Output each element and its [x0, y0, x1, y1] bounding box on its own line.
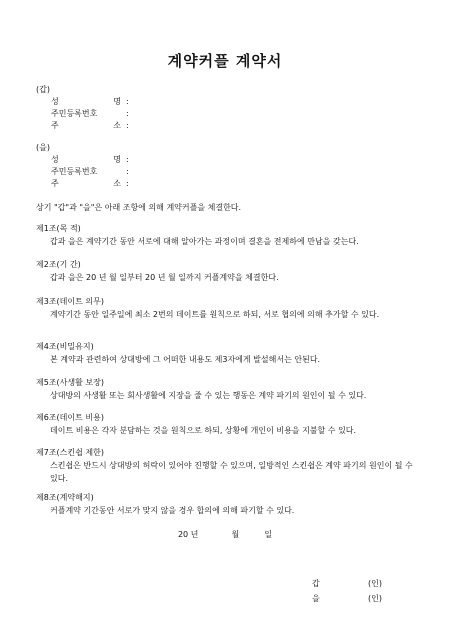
- article-6: [36, 411, 416, 437]
- party-b-label: (을): [36, 143, 50, 152]
- article-7: [36, 446, 416, 485]
- field-value: :: [126, 179, 129, 188]
- field-label: 주 소: [51, 121, 121, 130]
- article-title: 제8조(계약해지): [36, 493, 94, 502]
- party-a-name-field: [36, 96, 186, 108]
- article-body: 갑과 을은 계약기간 동안 서로에 대해 알아가는 과정이며 결혼을 전제하에 만남을 갖는다.: [50, 237, 359, 246]
- article-title: 제4조(비밀유지): [36, 342, 94, 351]
- article-body: 스킨쉽은 반드시 상대방의 허락이 있어야 진행할 수 있으며, 일방적인 스킨쉽은 계약 파기의 원인이 될 수 있다.: [50, 461, 413, 483]
- article-body: 계약기간 동안 일주일에 최소 2번의 데이트를 원칙으로 하되, 서로 협의에 의해 추가할 수 있다.: [50, 310, 380, 319]
- article-1: [36, 222, 416, 248]
- field-value: :: [126, 97, 129, 106]
- field-value: :: [126, 167, 129, 176]
- field-label: 주민등록번호: [51, 109, 98, 118]
- party-b-block: [36, 142, 186, 190]
- article-body: 커플계약 기간동안 서로가 맞지 않을 경우 합의에 의해 파기할 수 있다.: [50, 506, 295, 515]
- date-day: 일: [264, 530, 273, 539]
- signature-party-b: [312, 593, 382, 604]
- signature-party-a: [312, 578, 382, 589]
- party-a-address-field: [36, 120, 186, 132]
- article-title: 제7조(스킨쉽 제한): [36, 448, 104, 457]
- article-4: [36, 340, 416, 366]
- date-month: 월: [231, 530, 240, 539]
- field-value: :: [126, 121, 129, 130]
- signature-party-label: 갑: [312, 579, 320, 588]
- article-title: 제3조(데이트 의무): [36, 297, 104, 306]
- contract-date: [0, 529, 450, 540]
- article-8: [36, 491, 416, 517]
- article-2: [36, 258, 416, 284]
- party-b-address-field: [36, 178, 186, 190]
- field-label: 성 명: [51, 97, 121, 106]
- article-body: 데이트 비용은 각자 분담하는 것을 원칙으로 하되, 상황에 개인이 비용을 지불할 수 있다.: [50, 426, 357, 435]
- signature-party-label: 을: [312, 594, 320, 603]
- field-value: :: [126, 109, 129, 118]
- article-title: 제2조(기 간): [36, 260, 81, 269]
- field-label: 성 명: [51, 155, 121, 164]
- signature-seal: (인): [368, 579, 382, 588]
- document-title: 계약커플 계약서: [167, 52, 283, 70]
- party-b-name-field: [36, 154, 186, 166]
- signature-seal: (인): [368, 594, 382, 603]
- article-title: 제5조(사생활 보장): [36, 378, 104, 387]
- article-3: [36, 295, 416, 321]
- party-a-block: [36, 84, 186, 132]
- field-label: 주민등록번호: [51, 167, 98, 176]
- date-year: 20 년: [177, 530, 199, 539]
- party-b-id-field: [36, 166, 186, 178]
- article-5: [36, 376, 416, 402]
- article-body: 상대방의 사생활 또는 회사생활에 지장을 줄 수 있는 행동은 계약 파기의 원인이 될 수 있다.: [50, 391, 367, 400]
- field-value: :: [126, 155, 129, 164]
- party-a-label: (갑): [36, 85, 50, 94]
- article-body: 본 계약과 관련하여 상대방에 그 어떠한 내용도 제3자에게 발설해서는 안된다.: [50, 355, 321, 364]
- field-label: 주 소: [51, 179, 121, 188]
- intro-text: 상기 "갑"과 "을"은 아래 조항에 의해 계약커플을 체결한다.: [36, 203, 242, 212]
- article-title: 제1조(목 적): [36, 224, 81, 233]
- article-body: 갑과 을은 20 년 월 일부터 20 년 월 일까지 커플계약을 체결한다.: [50, 273, 279, 282]
- article-title: 제6조(데이트 비용): [36, 413, 104, 422]
- party-a-id-field: [36, 108, 186, 120]
